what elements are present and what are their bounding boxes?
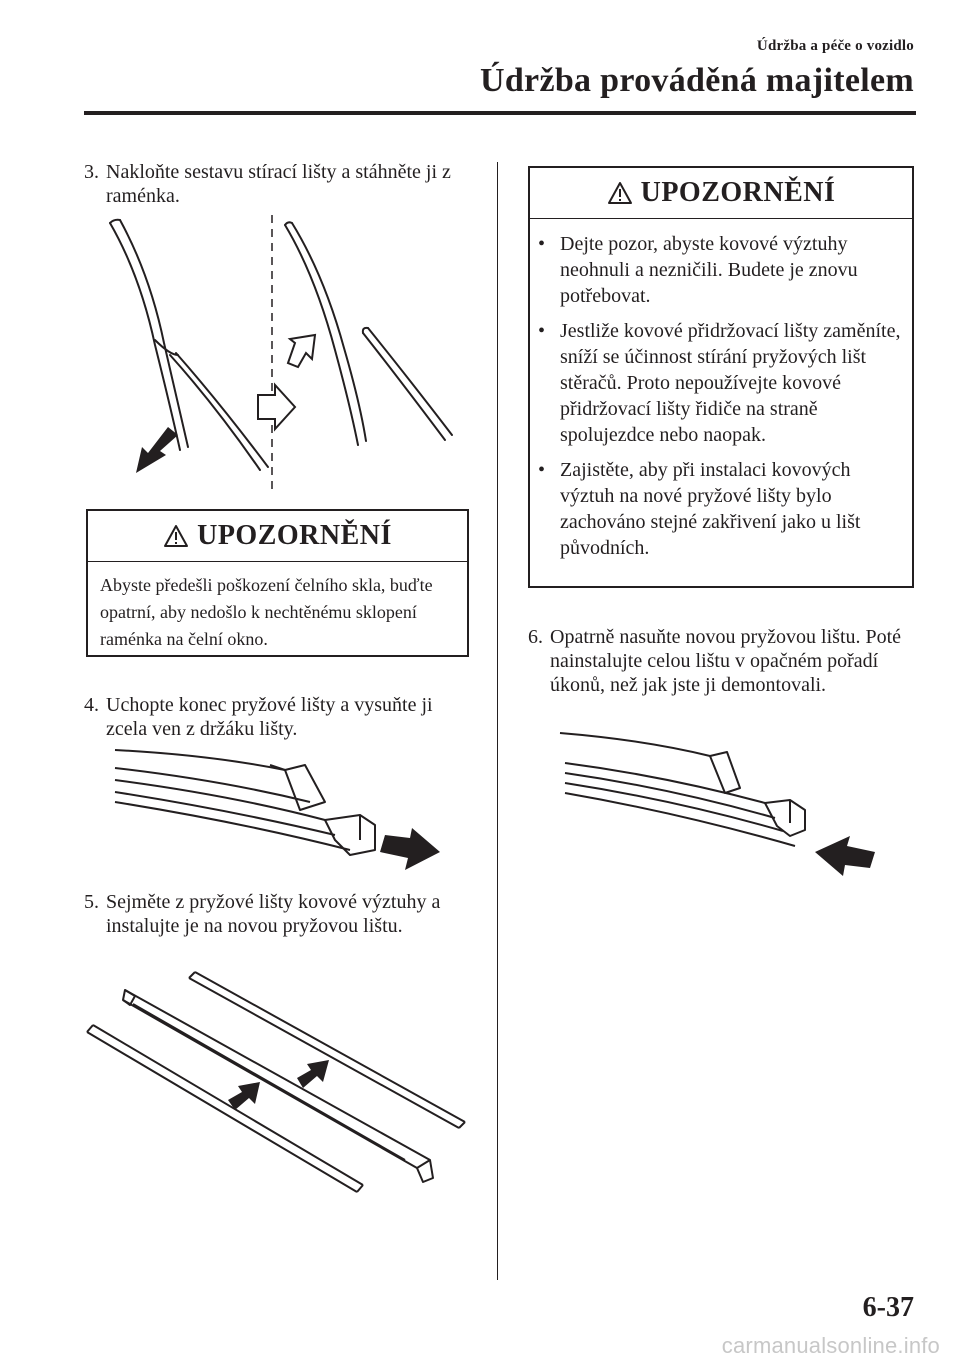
warning-text: Abyste předešli poškození čelního skla, buďte opatrní, aby nedošlo k nechtěnému sklopení raménka na čelní okno. (100, 575, 433, 649)
list-item (530, 231, 902, 309)
warning-triangle-icon (163, 524, 189, 548)
warning-header (530, 168, 912, 219)
bullet-text: Zajistěte, aby při instalaci kovových výztuh na nové pryžové lišty bylo zachováno stejné zakřivení jako u lišt původních. (560, 459, 861, 559)
step-text: Opatrně nasuňte novou pryžovou lištu. Poté nainstalujte celou lištu v opačném pořadí úkonů, než jak jste ji demontovali. (550, 626, 902, 696)
warning-bullet-list (530, 219, 912, 561)
bullet-icon: • (538, 233, 546, 255)
warning-box-left (86, 509, 469, 657)
bullet-text: Jestliže kovové přidržovací lišty zaměníte, sníží se účinnost stírání pryžových lišt stěračů. Proto nepoužívejte kovové přidržovací lišty řidiče na straně spolujezdce nebo naopak. (560, 320, 901, 446)
wiper-removal-illustration (100, 215, 470, 495)
column-divider (497, 162, 498, 1280)
warning-triangle-icon (607, 181, 633, 205)
direction-arrow-icon (136, 427, 178, 473)
bullet-icon: • (538, 320, 546, 342)
header-divider (84, 111, 916, 115)
step-number: 4. (84, 694, 99, 716)
section-subtitle: Údržba a péče o vozidlo (756, 38, 914, 54)
warning-box-right (528, 166, 914, 588)
step-number: 5. (84, 891, 99, 913)
step-5 (84, 890, 474, 938)
stiffener-replacement-illustration (85, 970, 470, 1200)
step-text: Uchopte konec pryžové lišty a vysuňte ji zcela ven z držáku lišty. (106, 694, 433, 740)
step-3 (84, 160, 474, 208)
direction-arrow-icon (815, 836, 875, 876)
direction-arrow-icon (258, 385, 295, 429)
step-text: Sejměte z pryžové lišty kovové výztuhy a instalujte je na novou pryžovou lištu. (106, 891, 441, 937)
blade-insert-illustration (555, 728, 895, 888)
blade-pull-illustration (110, 740, 450, 875)
direction-arrow-icon (228, 1082, 260, 1110)
warning-title: UPOZORNĚNÍ (640, 177, 836, 208)
direction-arrow-icon (380, 828, 440, 870)
step-4 (84, 693, 474, 741)
step-number: 3. (84, 161, 99, 183)
step-6 (528, 625, 918, 697)
step-number: 6. (528, 626, 543, 648)
warning-title: UPOZORNĚNÍ (197, 520, 392, 551)
page-title: Údržba prováděná majitelem (479, 62, 914, 99)
list-item (530, 318, 902, 448)
page-number: 6-37 (862, 1292, 914, 1323)
watermark: carmanualsonline.info (721, 1333, 940, 1358)
warning-header (88, 511, 467, 562)
step-text: Nakloňte sestavu stírací lišty a stáhněte ji z raménka. (106, 161, 451, 207)
direction-arrow-icon (297, 1060, 329, 1088)
list-item (530, 457, 902, 561)
direction-arrow-icon (288, 335, 315, 367)
bullet-icon: • (538, 459, 546, 481)
bullet-text: Dejte pozor, abyste kovové výztuhy neohnuli a nezničili. Budete je znovu potřebovat. (560, 233, 858, 307)
